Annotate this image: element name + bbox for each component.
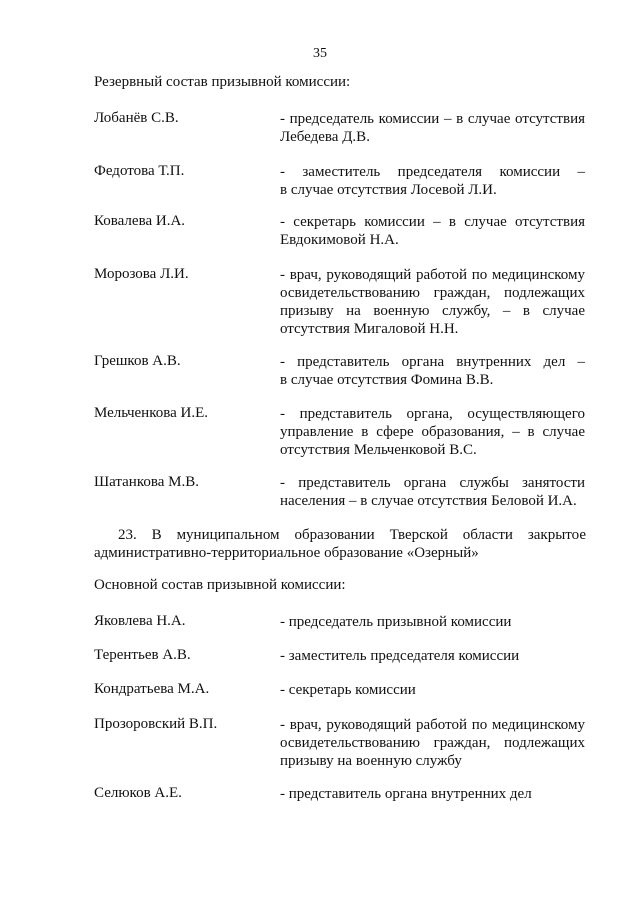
member-name: Грешков А.В. xyxy=(94,353,181,369)
member-name: Лобанёв С.В. xyxy=(94,110,179,126)
member-name: Мельченкова И.Е. xyxy=(94,405,209,421)
member-role: - представитель органа внутренних дел xyxy=(280,786,532,802)
member-name: Прозоровский В.П. xyxy=(94,716,218,732)
member-role: - председатель призывной комиссии xyxy=(280,614,512,630)
member-name: Морозова Л.И. xyxy=(94,266,189,282)
member-name: Кондратьева М.А. xyxy=(94,681,210,697)
member-role: - председатель комиссии – в случае отсутствия Лебедева Д.В. xyxy=(280,111,585,145)
member-role: - представитель органа внутренних дел – в случае отсутствия Фомина В.В. xyxy=(280,354,585,388)
member-role: - представитель органа службы занятости населения – в случае отсутствия Беловой И.А. xyxy=(280,475,585,509)
reserve-heading: Резервный состав призывной комиссии: xyxy=(94,74,351,90)
member-name: Шатанкова М.В. xyxy=(94,474,199,490)
member-role: - заместитель председателя комиссии – в случае отсутствия Лосевой Л.И. xyxy=(280,164,585,198)
member-name: Яковлева Н.А. xyxy=(94,613,186,629)
member-role: - врач, руководящий работой по медицинскому освидетельствованию граждан, подлежащих призыву на военную службу, – в случае отсутствия Мигаловой Н.Н. xyxy=(280,267,585,337)
section-23-paragraph: 23. В муниципальном образовании Тверской области закрытое административно-территориальное образование «Озерный» xyxy=(94,527,586,561)
main-heading: Основной состав призывной комиссии: xyxy=(94,577,346,593)
member-role: - секретарь комиссии xyxy=(280,682,416,698)
member-role: - врач, руководящий работой по медицинскому освидетельствованию граждан, подлежащих призыву на военную службу xyxy=(280,717,585,769)
member-role: - секретарь комиссии – в случае отсутствия Евдокимовой Н.А. xyxy=(280,214,585,248)
member-name: Селюков А.Е. xyxy=(94,785,182,801)
member-role: - представитель органа, осуществляющего управление в сфере образования, – в случае отсутствия Мельченковой В.С. xyxy=(280,406,585,458)
member-name: Ковалева И.А. xyxy=(94,213,186,229)
member-name: Терентьев А.В. xyxy=(94,647,191,663)
member-name: Федотова Т.П. xyxy=(94,163,185,179)
member-role: - заместитель председателя комиссии xyxy=(280,648,520,664)
page-number: 35 xyxy=(313,46,327,61)
